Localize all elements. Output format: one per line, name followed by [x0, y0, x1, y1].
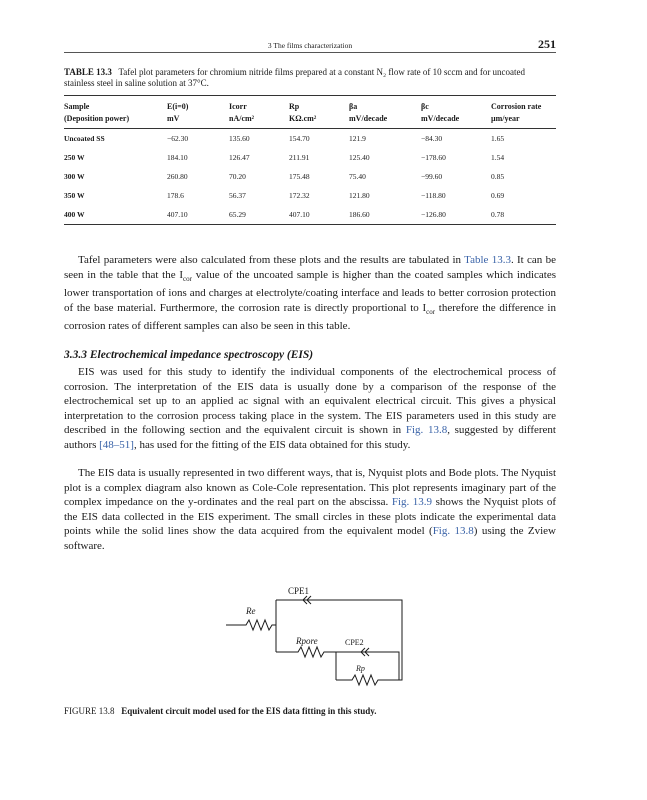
col-header: Icorr: [229, 96, 289, 113]
figure-caption: [64, 706, 376, 716]
table-cell: 184.10: [167, 153, 188, 162]
table-cell: 65.29: [229, 205, 289, 225]
table-cell: 0.78: [491, 205, 556, 225]
table-cell: −118.80: [421, 191, 446, 200]
table-caption: [64, 67, 556, 89]
tafel-table: [64, 95, 556, 225]
rp-resistor: [336, 675, 402, 685]
figure-label: FIGURE 13.8: [64, 706, 115, 716]
col-header: Corrosion rate: [491, 96, 556, 113]
table-row: [64, 186, 556, 205]
figure-ref-link[interactable]: Fig. 13.9: [391, 496, 433, 508]
cell-sample: 250 W: [64, 153, 85, 162]
table-label: TABLE 13.3: [64, 67, 112, 77]
col-header: E(i=0): [167, 96, 229, 113]
re-label: Re: [246, 606, 256, 616]
table-cell: 154.70: [289, 134, 310, 143]
table-cell: 186.60: [349, 205, 421, 225]
text-run: shows the Nyquist plots of the EIS data collected in the EIS experiment. The small circles in these plots indicate the experimental data points while the solid lines show the data acquired from the equivalent model (: [64, 496, 556, 537]
col-header: βa: [349, 96, 421, 113]
figure-ref-link[interactable]: Fig. 13.8: [405, 424, 448, 436]
paragraph-nyquist: [64, 466, 556, 553]
subscript: cor: [426, 307, 436, 316]
col-unit: mV/decade: [349, 112, 421, 129]
text-run: value of the uncoated sample is higher than the coated samples which indicates lower transportation of ions and charges at electrolyte/coating interface and leads to better corrosion protection of the base material. Furthermore, the corrosion rate is directly proportional to I: [64, 268, 557, 314]
table-cell: 56.37: [229, 191, 246, 200]
table-cell: 407.10: [167, 205, 229, 225]
col-unit: KΩ.cm²: [289, 112, 349, 129]
table-cell: 0.85: [491, 172, 505, 181]
text-run: ) using the Zview software.: [64, 525, 556, 552]
table-unit-row: [64, 112, 556, 129]
text-run: , suggested by different authors: [64, 424, 556, 451]
table-header-row: [64, 96, 556, 113]
table-cell: 175.48: [289, 172, 310, 181]
cell-sample: 350 W: [64, 191, 85, 200]
top-branch-wire: [276, 600, 402, 680]
table-cell: 0.69: [491, 191, 505, 200]
table-cell: −178.60: [421, 153, 446, 162]
col-unit: mV/decade: [421, 112, 491, 129]
table-ref-link[interactable]: Table 13.3: [464, 254, 511, 266]
col-unit: (Deposition power): [64, 112, 167, 129]
table-cell: 70.20: [229, 172, 246, 181]
text-run: , has used for the fitting of the EIS data obtained for this study.: [133, 438, 411, 451]
table-cell: −126.80: [421, 205, 491, 225]
subscript: cor: [183, 274, 192, 283]
rpore-label: Rpore: [296, 636, 318, 646]
table-cell: 125.40: [349, 153, 370, 162]
re-resistor: [226, 620, 276, 630]
col-header: Sample: [64, 96, 167, 113]
section-heading: 3.3.3 Electrochemical impedance spectroscopy (EIS): [64, 349, 314, 361]
table-cell: 135.60: [229, 134, 250, 143]
table-cell: 407.10: [289, 205, 349, 225]
paragraph-eis: [64, 365, 556, 452]
table-cell: 126.47: [229, 153, 250, 162]
table-cell: 260.80: [167, 172, 188, 181]
table-cell: −99.60: [421, 172, 443, 181]
col-unit: mV: [167, 112, 229, 129]
figure-caption-text: Equivalent circuit model used for the EIS data fitting in this study.: [121, 706, 377, 716]
table-row: [64, 167, 556, 186]
inner-node-wire: [336, 652, 399, 680]
table-row: [64, 148, 556, 167]
table-cell: 75.40: [349, 172, 366, 181]
text-run: . It can be seen in the table that the I: [64, 254, 556, 281]
table-cell: 211.91: [289, 153, 310, 162]
table-row: [64, 205, 556, 225]
chapter-title: 3 The films characterization: [267, 41, 353, 50]
text-run: The EIS data is usually represented in two different ways, that is, Nyquist plots and Bode plots. The Nyquist plot is a complex diagram also known as Cole-Cole representation. This plot represents imaginary part of the complex impedance on the y-ordinates and the real part on the abscissa.: [64, 467, 556, 508]
table-cell: 178.6: [167, 191, 184, 200]
table-cell: −62.30: [167, 134, 189, 143]
col-header: Rp: [289, 96, 349, 113]
cpe2-label: CPE2: [345, 638, 364, 647]
table-cell: 121.80: [349, 191, 370, 200]
rp-label: Rp: [356, 664, 365, 673]
col-header: βc: [421, 96, 491, 113]
citation-link[interactable]: [48–51]: [99, 438, 134, 451]
equivalent-circuit-diagram: [216, 582, 416, 690]
table-cell: 172.32: [289, 191, 310, 200]
table-cell: 121.9: [349, 134, 366, 143]
cpe1-label: CPE1: [288, 586, 310, 596]
text-run: EIS was used for this study to identify the individual components of the electrochemical process of corrosion. The interpretation of the EIS data is usually done by a comparison of the response of the electrochemical set up to an applied ac signal with an equivalent electrical circuit. This gives a physical interpretation to the corrosion process taking place in the system. The EIS parameters used in this study are described in the following section and the equivalent circuit is shown in: [64, 366, 556, 436]
cell-sample: 300 W: [64, 172, 85, 181]
cell-sample: Uncoated SS: [64, 134, 105, 143]
paragraph-tafel: [64, 253, 556, 334]
rpore-resistor: [276, 647, 336, 657]
col-unit: nA/cm²: [229, 112, 289, 129]
text-run: therefore the difference in corrosion rates of different samples can also be seen in this table.: [64, 301, 556, 333]
table-cell: 1.54: [491, 153, 505, 162]
page-number: 251: [538, 37, 556, 51]
table-cell: −84.30: [421, 134, 443, 143]
table-cell: 1.65: [491, 134, 505, 143]
col-unit: µm/year: [491, 112, 556, 129]
running-header: [64, 32, 556, 53]
table-row: [64, 129, 556, 149]
text-run: Tafel parameters were also calculated from these plots and the results are tabulated in: [78, 254, 465, 266]
table-caption-text: Tafel plot parameters for chromium nitride films prepared at a constant N₂ flow rate of 10 sccm and for uncoated stainless steel in saline solution at 37°C.: [64, 67, 526, 88]
cell-sample: 400 W: [64, 205, 167, 225]
figure-ref-link[interactable]: Fig. 13.8: [432, 525, 474, 537]
